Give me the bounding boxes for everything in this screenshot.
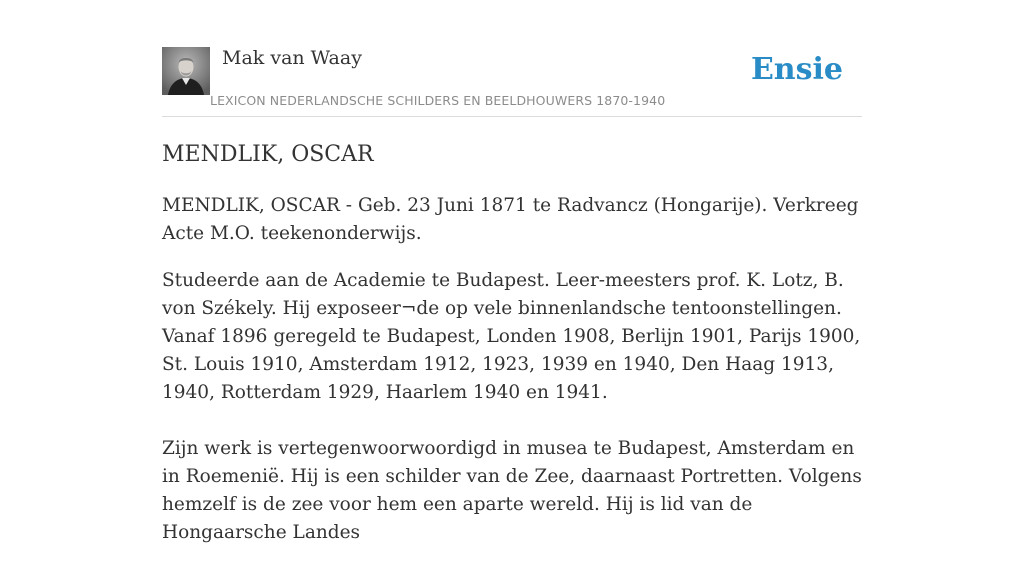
author-portrait-icon bbox=[162, 47, 210, 95]
ensie-logo[interactable]: Ensie bbox=[750, 52, 843, 87]
article-title: MENDLIK, OSCAR bbox=[162, 142, 374, 167]
article-paragraph-3: Zijn werk is vertegenwoorwoordigd in musea te Budapest, Amsterdam en in Roemenië. Hij is een schilder van de Zee, daarnaast Portretten. Volgens hemzelf is de zee voor hem een aparte wereld. Hij is lid van de Hongaarsche Landes bbox=[162, 438, 862, 543]
source-title[interactable]: LEXICON NEDERLANDSCHE SCHILDERS EN BEELDHOUWERS 1870-1940 bbox=[210, 93, 666, 108]
article-paragraph-2: Studeerde aan de Academie te Budapest. Leer-meesters prof. K. Lotz, B. von Székely. Hij exposeer¬de op vele binnenlandsche tentoonstellingen. Vanaf 1896 geregeld te Budapest, Londen 1908, Berlijn 1901, Parijs 1900, St. Louis 1910, Amsterdam 1912, 1923, 1939 en 1940, Den Haag 1913, 1940, Rotterdam 1929, Haarlem 1940 en 1941. bbox=[162, 270, 861, 403]
article-body bbox=[162, 192, 862, 566]
author-avatar[interactable] bbox=[162, 47, 210, 95]
article-paragraph-1: MENDLIK, OSCAR - Geb. 23 Juni 1871 te Radvancz (Hongarije). Verkreeg Acte M.O. teekenonderwijs. bbox=[162, 195, 859, 244]
article-header bbox=[162, 46, 862, 117]
author-name[interactable]: Mak van Waay bbox=[222, 47, 362, 69]
